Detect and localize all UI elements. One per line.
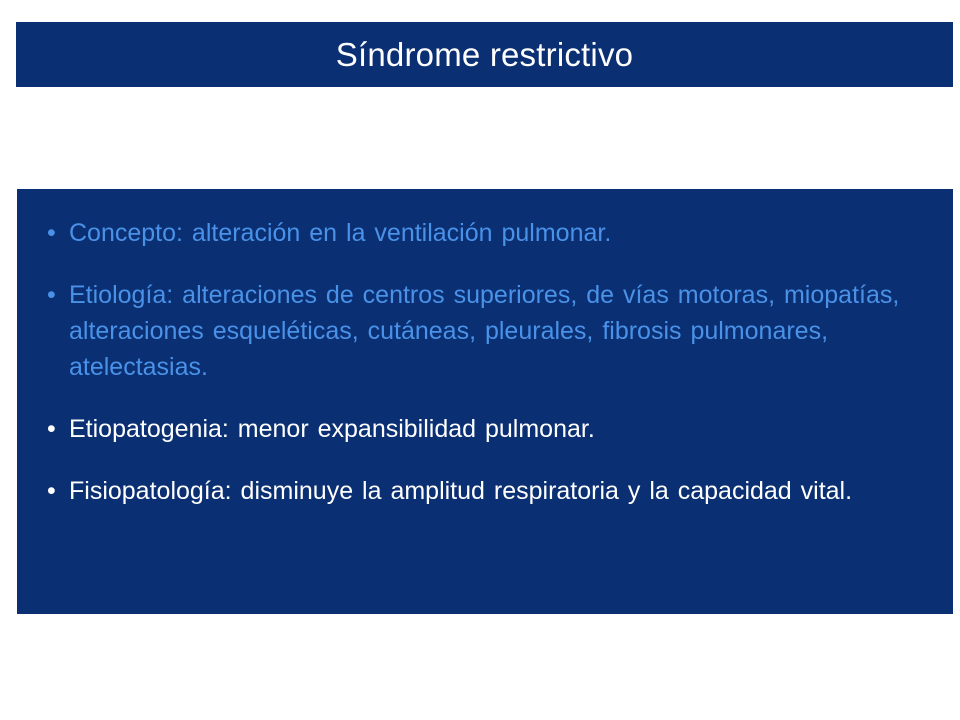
bullet-list	[47, 215, 923, 509]
bullet-text: Concepto: alteración en la ventilación pulmonar.	[69, 219, 612, 247]
bullet-text: Etiología: alteraciones de centros superiores, de vías motoras, miopatías, alteraciones esqueléticas, cutáneas, pleurales, fibrosis pulmonares, atelectasias.	[69, 281, 900, 381]
bullet-item-etiopatogenia	[47, 411, 923, 447]
bullet-text: Etiopatogenia: menor expansibilidad pulmonar.	[69, 415, 595, 443]
bullet-icon: •	[47, 477, 56, 505]
bullet-item-etiologia	[47, 277, 923, 385]
title-bar	[16, 22, 953, 87]
bullet-item-concepto	[47, 215, 923, 251]
bullet-icon: •	[47, 219, 56, 247]
bullet-icon: •	[47, 415, 56, 443]
content-panel	[17, 189, 953, 614]
bullet-text: Fisiopatología: disminuye la amplitud respiratoria y la capacidad vital.	[69, 477, 853, 505]
bullet-icon: •	[47, 281, 56, 309]
slide-title: Síndrome restrictivo	[335, 35, 634, 73]
bullet-item-fisiopatologia	[47, 473, 923, 509]
